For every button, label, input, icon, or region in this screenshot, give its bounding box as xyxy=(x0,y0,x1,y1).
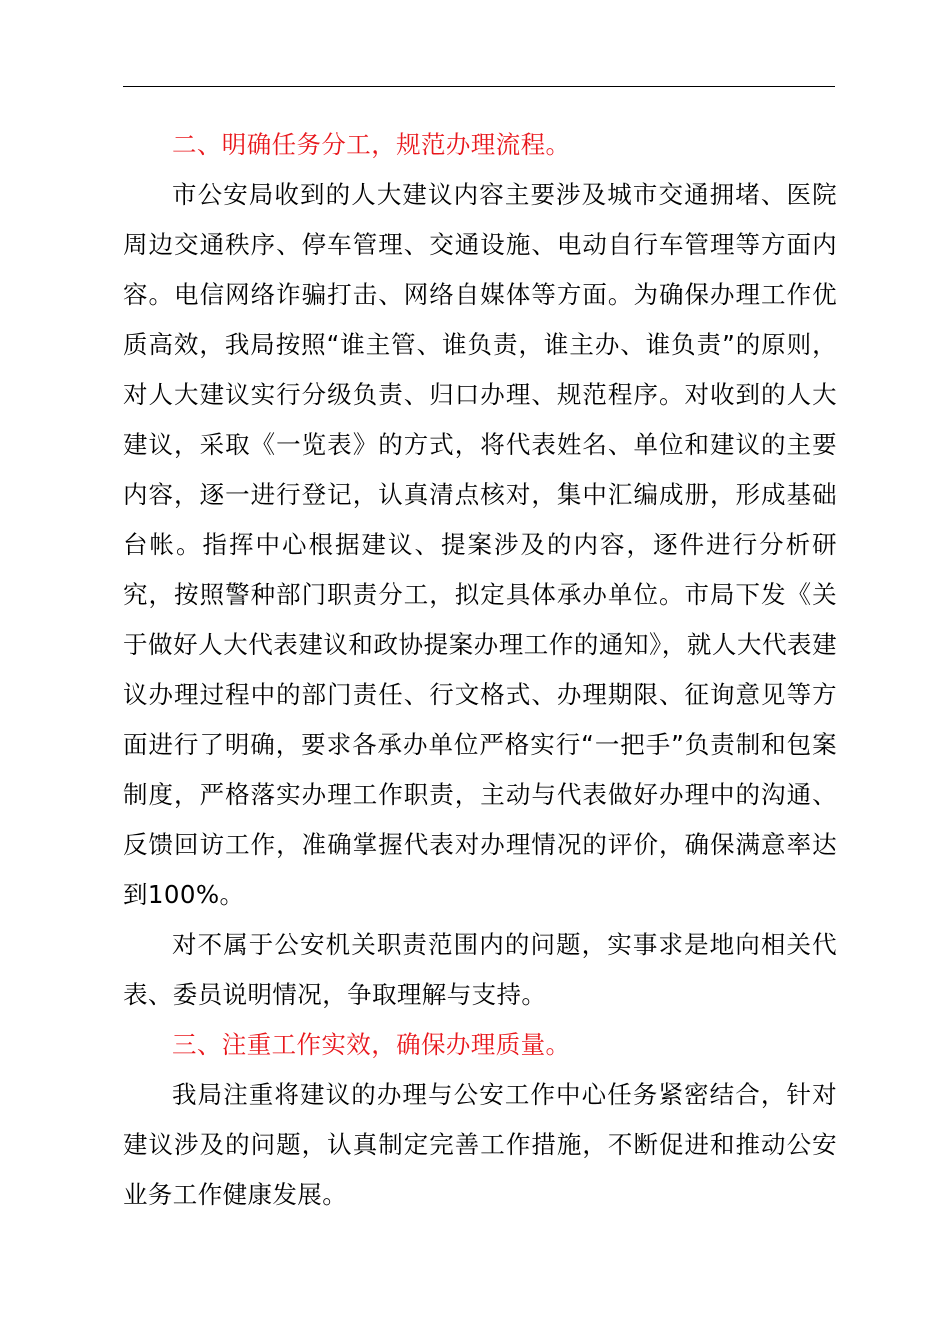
section-heading-2: 二、明确任务分工，规范办理流程。 xyxy=(172,130,571,159)
body-paragraph: 市公安局收到的人大建议内容主要涉及城市交通拥堵、医院周边交通秩序、停车管理、交通设施、电动自行车管理等方面内容。电信网络诈骗打击、网络自媒体等方面。为确保办理工作优质高效，我局按照“谁主管、谁负责，谁主办、谁负责”的原则，对人大建议实行分级负责、归口办理、规范程序。对收到的人大建议，采取《一览表》的方式，将代表姓名、单位和建议的主要内容，逐一进行登记，认真清点核对，集中汇编成册，形成基础台帐。指挥中心根据建议、提案涉及的内容，逐件进行分析研究，按照警种部门职责分工，拟定具体承办单位。市局下发《关于做好人大代表建议和政协提案办理工作的通知》，就人大代表建议办理过程中的部门责任、行文格式、办理期限、征询意见等方面进行了明确，要求各承办单位严格实行“一把手”负责制和包案制度，严格落实办理工作职责，主动与代表做好办理中的沟通、反馈回访工作，准确掌握代表对办理情况的评价，确保满意率达到100%。 xyxy=(123,180,837,909)
body-paragraph: 我局注重将建议的办理与公安工作中心任务紧密结合，针对建议涉及的问题，认真制定完善工作措施，不断促进和推动公安业务工作健康发展。 xyxy=(123,1080,837,1209)
document-body xyxy=(123,120,837,1220)
body-paragraph: 对不属于公安机关职责范围内的问题，实事求是地向相关代表、委员说明情况，争取理解与支持。 xyxy=(123,930,837,1009)
section-heading-3: 三、注重工作实效，确保办理质量。 xyxy=(172,1030,571,1059)
header-rule xyxy=(123,86,835,87)
